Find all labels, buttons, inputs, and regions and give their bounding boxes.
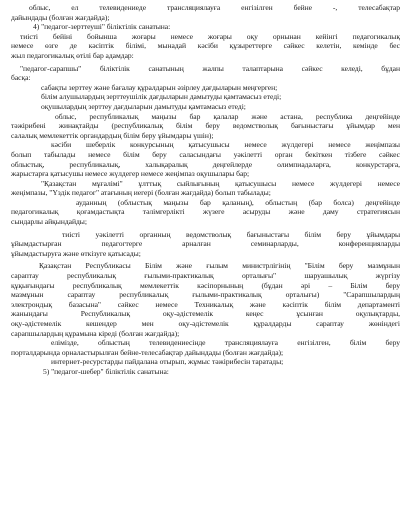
text-line: "Қазақстан мұғалімі" ұлттық сыйлығының қатысушысы немесе жүлдегері немесе (41, 178, 400, 188)
text-line: педагогикалық қоғамдастықта тәлімгерлікті жүзеге асыруды және даму стратегиясын (11, 207, 400, 217)
text-line: салалық мемлекеттік органдардың білім беру ұйымдары үшін); (11, 130, 214, 140)
text-line: тиісті бейіні бойынша жоғары немесе жоғары оқу орнынан кейінгі педагогикалық (20, 31, 400, 41)
text-line: интернет-ресурстарды пайдалана отырып, жұмыс тәжірибесін таратады; (51, 357, 284, 367)
text-line: 4) "педагог-зерттеуші" біліктілік санатына: (33, 22, 171, 32)
text-line: басқа: (11, 73, 31, 83)
text-line: жыл педагогикалық өтілі бар адамдар: (11, 50, 134, 60)
text-line: "педагог-сарапшы" біліктілік санатының жалпы талаптарына сәйкес келеді, бұдан (20, 63, 400, 73)
text-line: оқу-әдістемелік кешендер мен оқу-әдістемелік құралдарды сараптау жөніндегі (11, 319, 400, 328)
text-line: жарыстарға қатысушы немесе жүлдегер немесе жеңімпаз оқушылары бар; (11, 169, 250, 179)
text-line: ұйымдастырған педагогтерге арналған семинарларды, конференцияларды (11, 239, 400, 249)
text-line: құқығындағы республикалық мемлекеттік кәсіпорнының (бұдан әрі – Білім беру (11, 280, 400, 290)
text-line: порталдарында орналастырылған бейне-телесабақтар дайындады (болған жағдайда); (11, 347, 284, 357)
text-line: дайындады (болған жағдайда); (11, 12, 110, 22)
text-line: Қазақстан Республикасы Білім және ғылым министрлігінің "Білім беру мазмұнын (39, 261, 400, 271)
text-line: облыстық, республикалық, халықаралық деңгейлерде олимпиадаларға, конкурстарға, (11, 159, 400, 169)
text-line: ұйымдастыруға және өткізуге қатысады; (11, 248, 141, 258)
text-line: тиісті уәкілетті органның ведомстволық бағыныстағы білім беру ұйымдары (62, 229, 400, 239)
text-line: электрондық базасына" сәйкес немесе Техникалық және кәсіптік білім департаменті (11, 299, 400, 309)
text-line: немесе өзге де кәсіптік білімі, мынадай кәсіби құзыреттерге сәйкес келетін, кемінде бес (11, 41, 400, 51)
text-line: мазмұнын сараптау республикалық ғылыми-практикалық орталығы) "Сарапшылардың (11, 290, 400, 300)
text-line: облыс, республикалық маңызы бар қалалар және астана, республика деңгейінде (55, 111, 400, 121)
text-line: жеңімпазы, "Үздік педагог" атағының иегері (болған жағдайда) болып табылады; (11, 188, 271, 198)
text-line: сараптау республикалық ғылыми-практикалық орталығы" шаруашылық жүргізу (11, 271, 400, 281)
text-line: 5) "педагог-шебер" біліктілік санатына: (43, 366, 169, 376)
text-line: оқушылардың зерттеу дағдыларын дамытуды қамтамасыз етеді; (41, 101, 246, 111)
text-line: жанындағы Республикалық оқу-әдістемелік кеңес ұсынған оқулықтарды, (11, 309, 400, 319)
text-line: елімізде, облыстың телевидениесінде трансляциялауға енгізілген, білім беру (51, 338, 400, 348)
text-line: сындарлы айқындайды; (11, 217, 87, 227)
text-line: сабақты зерттеу және бағалау құралдарын әзірлеу дағдыларын меңгерген; (41, 82, 278, 92)
text-line: кәсіби шеберлік конкурсының қатысушысы немесе жүлдегері немесе жеңімпазы (51, 140, 400, 150)
text-line: облыс, ел телевидениеде трансляциялауға енгізілген бейне -, телесабақтар (29, 3, 400, 12)
text-line: болып табылады немесе білім беру саласындағы уәкілетті орган бекіткен тізбеге сәйкес (11, 149, 400, 159)
text-line: ауданның (облыстық маңызы бар қаланың), облыстың (бар болса) деңгейінде (76, 197, 400, 207)
text-line: тәжірибені жинақтайды (республикалық білім беру ведомстволық бағыныстағы ұйымдар мен (11, 121, 400, 131)
text-line: сарапшылардың құрамына кіреді (болған жағдайда); (11, 328, 180, 338)
text-line: білім алушылардың зерттеушілік дағдыларын дамытуды қамтамасыз етеді; (41, 92, 282, 102)
